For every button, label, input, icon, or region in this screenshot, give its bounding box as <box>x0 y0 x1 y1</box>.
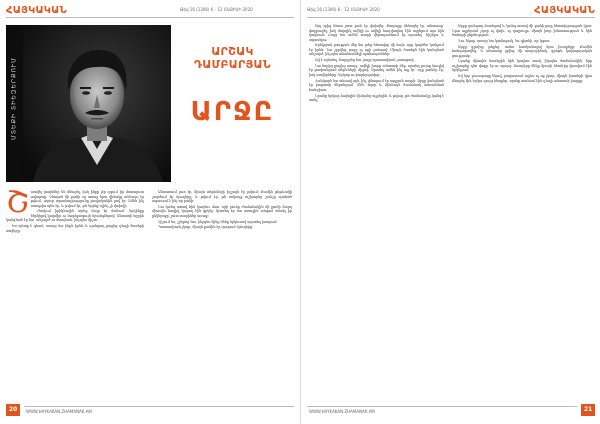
publication-logo: ՀԱՅԿԱԿԱՆ <box>6 5 67 16</box>
article-title: ԱՐՋԸ <box>190 97 275 127</box>
paragraph: Նա նորից քայլեց առաջ, ավելի խորը անտառի մեջ, որտեղ լույսը հազիվ էր թափանցում տերևների միջով։ Այստեղ ամեն ինչ այլ էր՝ օդը թանձր էր, իսկ ստվերները՝ երկար ու խորհրդավոր։ <box>309 63 444 78</box>
left-column-1 <box>6 190 144 400</box>
paragraph: Ով է այնտեղ, հարցրեց նա, բայց պատասխան չստացավ։ <box>315 58 415 63</box>
paragraph: Նրանք միասին նստեցին հին կաղնու տակ, ինչպես ժամանակին, երբ աշխարհը դեռ փոքր էր ու պարզ։ Աստղերը մեկը մյուսի հետևից վառվում էին երկնքում։ <box>452 59 592 73</box>
issue-info: Թիվ 16 (1306) 6 - 12 ՄԱՅԻՍԻ 2020 <box>180 7 253 12</box>
paragraph: Դու եկար, ասաց նա կամացուկ, ես գիտեի, որ կգաս։ <box>458 38 551 43</box>
footer-text: WWW.HAYKAKAN.ZHAMANAK.AM <box>26 409 92 414</box>
drop-cap: Շ <box>6 190 29 220</box>
paragraph: Արջը դանդաղ մոտեցավ և կանգ առավ մի քանի քայլ հեռավորության վրա։ Նրա աչքերում չկար ոչ վախ, ոչ զայրույթ, միայն խոր իմաստություն և հին ծանոթի ջերմություն։ <box>452 24 592 38</box>
paragraph: Պատասխան չկար, միայն քամին էր օրորում ճյուղերը։ <box>158 225 254 230</box>
footer-rule <box>307 406 577 407</box>
left-column-2 <box>152 190 292 400</box>
page-number: 20 <box>6 404 20 416</box>
article-heading <box>180 45 285 127</box>
author-photo-block <box>6 25 171 182</box>
footer-text: WWW.HAYKAKAN.ZHAMANAK.AM <box>309 409 375 414</box>
paragraph: Նրանք երկար նայեցին միմյանց աչքերին, և թվաց, թե ժամանակը կանգ է առել։ <box>309 93 444 103</box>
header-rule <box>6 17 294 18</box>
author-last-name: ԴԱՄԲԱՐՅԱՆ <box>194 58 271 71</box>
vertical-band <box>6 25 23 182</box>
section-label: ՄՏԵՔԻ ՏԻԵԶԵՐՔՈՒՄ <box>10 57 18 140</box>
right-column-2 <box>452 24 592 400</box>
paragraph: Հանկարծ նա տեսավ այն, ինչ փնտրում էր այդքան տարի։ Արջը կանգնած էր բացատի մեջտեղում՝ մեծ, հզոր և միևնույն ժամանակ անսահման հանգիստ։ <box>309 78 444 92</box>
paragraph: Եվ երբ լուսաբացը եկավ, բացատում այլևս ոչ ոք չկար, միայն խոտերի վրա մնացել էին երկու զույգ հետքեր, որոնք տանում էին դեպի անտառի խորքը։ <box>452 74 592 83</box>
page-number: 21 <box>581 404 595 416</box>
paragraph: Հեռվում իրիկնային արևը մայր էր մտնում՝ երկինքը ներկելով կարմիր ու նարնջագույն երանգներով։ Անտառի եզրին կանգնած էր նա՝ անշարժ ու մտախոհ, ինչպես միշտ։ <box>6 209 144 223</box>
header-rule <box>307 17 595 18</box>
paragraph: Նա կանգ առավ հին կաղնու մոտ, որի բունը ժամանակին մի քանի մարդ միասին հազիվ կարող էին գրկել։ Այստեղ էր նա առաջին անգամ տեսել իր ընկերոջը՝ շատ տարիներ առաջ։ <box>152 204 292 218</box>
paragraph: Հիշում ես, շշնջաց նա, ինչպես էինք մենք երկուսով այստեղ խաղում։ <box>158 219 278 224</box>
paragraph: Երեկոյան լռության մեջ նա լսեց հեռավոր մի ձայն, որը կարծես կանչում էր իրեն։ Նա շրջվեց, բայց ոչ ոքի չտեսավ։ Միայն ծառերն էին կանգնած անշարժ, ինչպես անտեսանելի պահապաններ։ <box>309 43 444 57</box>
footer-rule <box>24 406 294 407</box>
author-portrait <box>23 25 171 182</box>
paragraph: Անտառում լուռ էր, միայն տերևների խշշոցն էր լսվում։ Քամին թեթևակի շարժում էր ճյուղերը, և թվում էր, թե ամբողջ աշխարհը շունչը պահած սպասում է ինչ-որ բանի։ <box>152 190 292 204</box>
right-page <box>300 0 600 424</box>
publication-logo: ՀԱՅԿԱԿԱՆ <box>534 5 595 16</box>
paragraph: ատվել րոպեներ են մնացել, իսկ ինքը չէր զգում իր մոտալուտ ավարտը: Չնայած մի քանի օր առաջ նրա վիճակը անհույս էր թվում, այսօր տրամադրությունը բավականին լավ էր։ Ամեն ինչ առաջվա պես էր, և թվում էր, թե երբեք ոչինչ չի փոխվի։ <box>30 190 144 208</box>
paragraph: Այդ օրից հետո շատ բան էր փոխվել։ Քաղաքը մեծացել էր, անտառը՝ փոքրացել, իսկ մարդիկ ավելի ու ավելի հազվադեպ էին այցելում այս հին կաղնուն։ Բայց նա ամեն տարի վերադառնում էր այստեղ՝ հիշելու և սպասելու։ <box>309 24 444 42</box>
right-header <box>301 5 600 17</box>
issue-info: Թիվ 16 (1306) 6 - 12 ՄԱՅԻՍԻ 2020 <box>307 7 380 12</box>
paragraph: Ես պետք է գնամ, ասաց նա ինքն իրեն և դանդաղ քայլեց դեպի ծառերի ստվերը։ <box>6 224 144 233</box>
paragraph: Արջը գլուխը թեքեց, ասես հասկանալով նրա խոսքերը։ Քամին հանդարտվեց, և անտառը լցվեց մի տարօրինակ, գրեթե կախարդական լռությամբ։ <box>452 44 592 58</box>
author-first-name: ԱՐՇԱԿ <box>211 45 254 58</box>
left-header <box>0 5 300 17</box>
right-column-1 <box>309 24 444 400</box>
